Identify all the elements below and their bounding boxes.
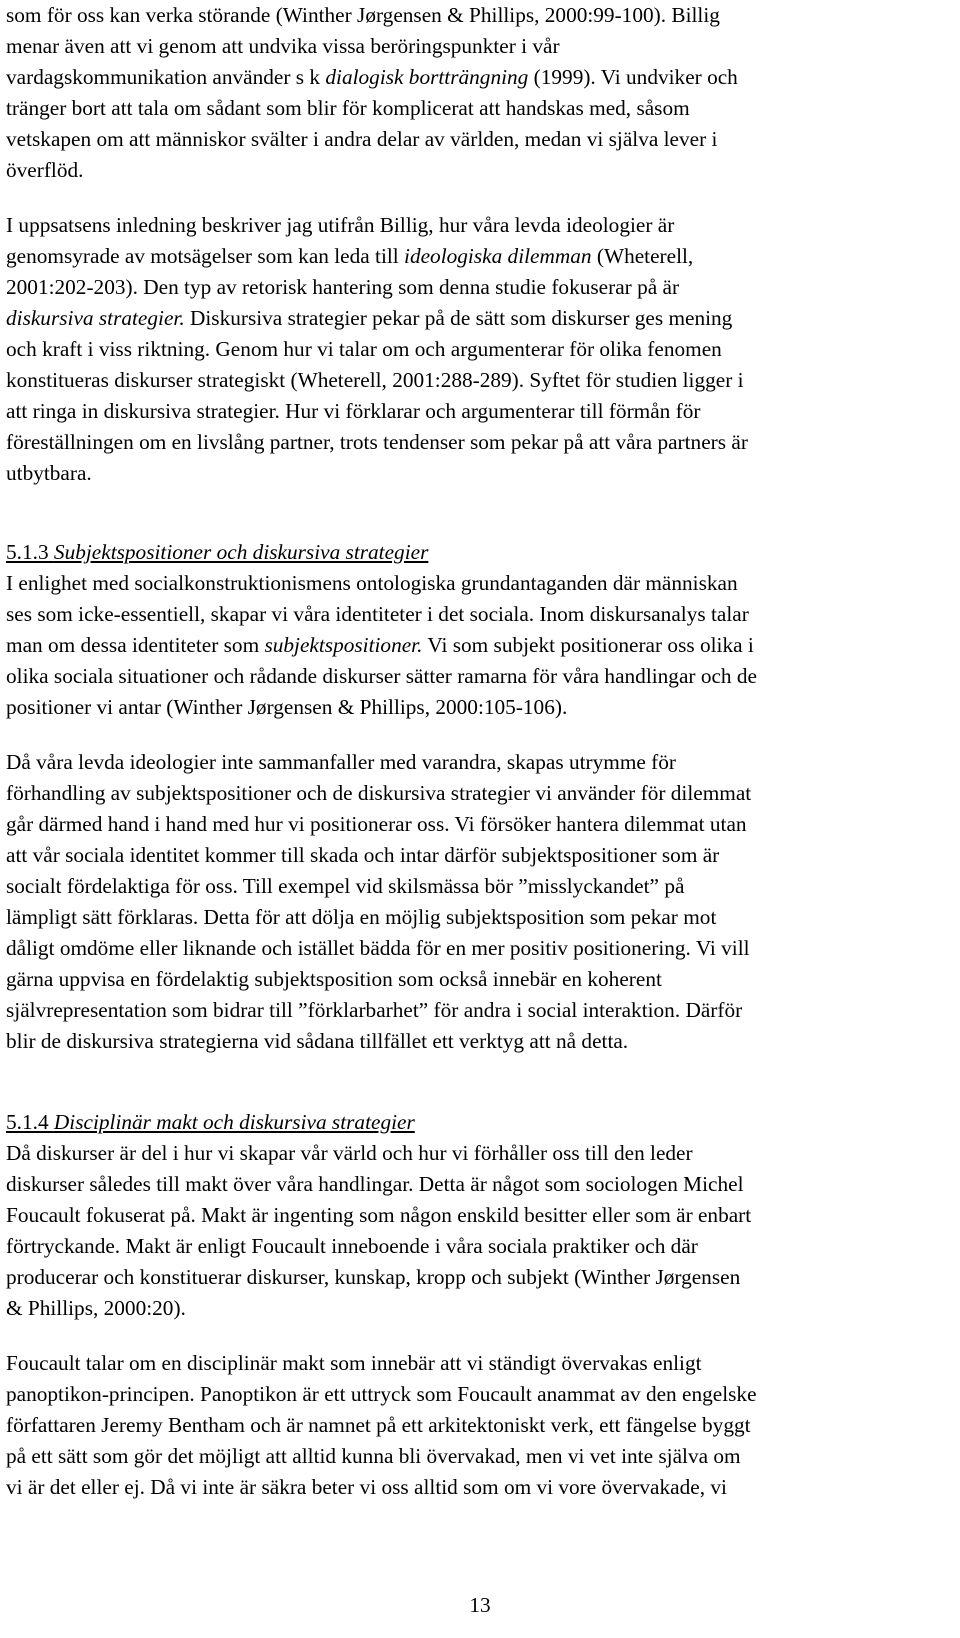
text-line: att ringa in diskursiva strategier. Hur vi förklarar och argumenterar till förmån för <box>6 399 701 423</box>
text-line: konstitueras diskurser strategiskt (Wheterell, 2001:288-289). Syftet för studien ligger i <box>6 368 744 392</box>
section-title: Disciplinär makt och diskursiva strategier <box>53 1110 415 1134</box>
text-line: överflöd. <box>6 158 84 182</box>
text-line: 2001:202-203). Den typ av retorisk hantering som denna studie fokuserar på är <box>6 275 680 299</box>
text-line: ses som icke-essentiell, skapar vi våra identiteter i det sociala. Inom diskursanalys talar <box>6 602 749 626</box>
paragraph <box>6 0 936 186</box>
paragraph <box>6 1138 936 1324</box>
text-line: tränger bort att tala om sådant som blir för komplicerat att handskas med, såsom <box>6 96 690 120</box>
section-title: Subjektspositioner och diskursiva strategier <box>53 540 429 564</box>
text-line: I enlighet med socialkonstruktionismens ontologiska grundantaganden där människan <box>6 571 738 595</box>
paragraph <box>6 210 936 489</box>
text-line: & Phillips, 2000:20). <box>6 1296 186 1320</box>
text-line: Foucault talar om en disciplinär makt som innebär att vi ständigt övervakas enligt <box>6 1351 702 1375</box>
text-line: Då diskurser är del i hur vi skapar vår värld och hur vi förhåller oss till den leder <box>6 1141 693 1165</box>
text-line: panoptikon-principen. Panoptikon är ett uttryck som Foucault anammat av den engelske <box>6 1382 757 1406</box>
text-line: lämpligt sätt förklaras. Detta för att dölja en möjlig subjektsposition som pekar mot <box>6 905 717 929</box>
emphasis-text: dialogisk bortträngning <box>325 65 529 89</box>
paragraph <box>6 1348 936 1503</box>
paragraph <box>6 747 936 1057</box>
emphasis-text: ideologiska dilemman <box>404 244 592 268</box>
text-line: och kraft i viss riktning. Genom hur vi talar om och argumenterar för olika fenomen <box>6 337 722 361</box>
section-number: 5.1.4 <box>6 1110 54 1134</box>
text-line: förhandling av subjektspositioner och de diskursiva strategier vi använder för dilemmat <box>6 781 752 805</box>
text-line: genomsyrade av motsägelser som kan leda till ideologiska dilemman (Wheterell, <box>6 244 694 268</box>
text-line: utbytbara. <box>6 461 92 485</box>
page-number: 13 <box>469 1593 491 1617</box>
text-line: föreställningen om en livslång partner, trots tendenser som pekar på att våra partners är <box>6 430 748 454</box>
text-line: vi är det eller ej. Då vi inte är säkra beter vi oss alltid som om vi vore övervakade, vi <box>6 1475 727 1499</box>
section-heading <box>6 1107 415 1138</box>
text-line: gärna uppvisa en fördelaktig subjektsposition som också innebär en koherent <box>6 967 662 991</box>
text-line: I uppsatsens inledning beskriver jag utifrån Billig, hur våra levda ideologier är <box>6 213 675 237</box>
text-line: vardagskommunikation använder s k dialogisk bortträngning (1999). Vi undviker och <box>6 65 738 89</box>
text-line: på ett sätt som gör det möjligt att alltid kunna bli övervakad, men vi vet inte själva om <box>6 1444 741 1468</box>
emphasis-text: diskursiva strategier. <box>6 306 185 330</box>
text-line: producerar och konstituerar diskurser, kunskap, kropp och subjekt (Winther Jørgensen <box>6 1265 741 1289</box>
section-number: 5.1.3 <box>6 540 54 564</box>
text-line: diskursiva strategier. Diskursiva strategier pekar på de sätt som diskurser ges mening <box>6 306 733 330</box>
text-line: menar även att vi genom att undvika vissa beröringspunkter i vår <box>6 34 560 58</box>
text-line: självrepresentation som bidrar till ”förklarbarhet” för andra i social interaktion. Därför <box>6 998 743 1022</box>
emphasis-text: subjektspositioner. <box>264 633 423 657</box>
text-line: blir de diskursiva strategierna vid sådana tillfället ett verktyg att nå detta. <box>6 1029 629 1053</box>
section-heading <box>6 537 428 568</box>
text-line: att vår sociala identitet kommer till skada och intar därför subjektspositioner som är <box>6 843 720 867</box>
text-line: som för oss kan verka störande (Winther Jørgensen & Phillips, 2000:99-100). Billig <box>6 3 720 27</box>
text-line: socialt fördelaktiga för oss. Till exempel vid skilsmässa bör ”misslyckandet” på <box>6 874 685 898</box>
text-line: positioner vi antar (Winther Jørgensen & Phillips, 2000:105-106). <box>6 695 568 719</box>
text-line: diskurser således till makt över våra handlingar. Detta är något som sociologen Michel <box>6 1172 744 1196</box>
text-line: vetskapen om att människor svälter i andra delar av världen, medan vi själva lever i <box>6 127 718 151</box>
text-line: går därmed hand i hand med hur vi positionerar oss. Vi försöker hantera dilemmat utan <box>6 812 747 836</box>
text-line: förtryckande. Makt är enligt Foucault inneboende i våra sociala praktiker och där <box>6 1234 698 1258</box>
text-line: Då våra levda ideologier inte sammanfaller med varandra, skapas utrymme för <box>6 750 676 774</box>
text-line: Foucault fokuserat på. Makt är ingenting som någon enskild besitter eller som är enbart <box>6 1203 752 1227</box>
text-line: olika sociala situationer och rådande diskurser sätter ramarna för våra handlingar och de <box>6 664 757 688</box>
paragraph <box>6 568 936 723</box>
text-line: dåligt omdöme eller liknande och istället bädda för en mer positiv positionering. Vi vill <box>6 936 750 960</box>
text-line: man om dessa identiteter som subjektspositioner. Vi som subjekt positionerar oss olika i <box>6 633 754 657</box>
text-line: författaren Jeremy Bentham och är namnet på ett arkitektoniskt verk, ett fängelse byggt <box>6 1413 751 1437</box>
